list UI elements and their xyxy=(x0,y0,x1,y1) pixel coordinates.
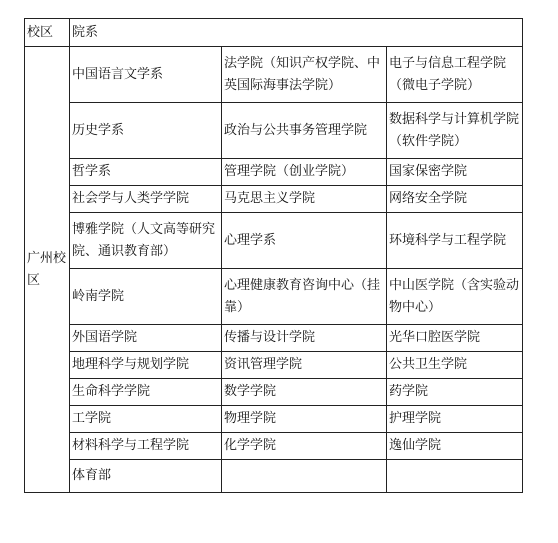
table-cell: 心理学系 xyxy=(222,213,387,269)
table-cell: 环境科学与工程学院 xyxy=(387,213,523,269)
table-cell: 历史学系 xyxy=(70,103,222,159)
table-cell: 数据科学与计算机学院（软件学院） xyxy=(387,103,523,159)
table-cell: 逸仙学院 xyxy=(387,433,523,460)
table-cell: 外国语学院 xyxy=(70,325,222,352)
table-cell: 物理学院 xyxy=(222,406,387,433)
table-cell: 材料科学与工程学院 xyxy=(70,433,222,460)
table-cell xyxy=(387,460,523,493)
table-row xyxy=(25,379,523,406)
table-cell: 中山医学院（含实验动物中心） xyxy=(387,269,523,325)
table-cell: 政治与公共事务管理学院 xyxy=(222,103,387,159)
table-cell: 法学院（知识产权学院、中英国际海事法学院） xyxy=(222,47,387,103)
table-cell: 光华口腔医学院 xyxy=(387,325,523,352)
table-cell: 数学学院 xyxy=(222,379,387,406)
table-row xyxy=(25,460,523,493)
table-cell: 管理学院（创业学院） xyxy=(222,159,387,186)
table-cell: 工学院 xyxy=(70,406,222,433)
table-row xyxy=(25,406,523,433)
campus-label: 广州校区 xyxy=(27,250,67,288)
table-row xyxy=(25,352,523,379)
table-cell: 体育部 xyxy=(70,460,222,493)
table-cell: 电子与信息工程学院（微电子学院） xyxy=(387,47,523,103)
table-cell: 公共卫生学院 xyxy=(387,352,523,379)
table-cell: 网络安全学院 xyxy=(387,186,523,213)
table-cell: 岭南学院 xyxy=(70,269,222,325)
table-row xyxy=(25,269,523,325)
header-department: 院系 xyxy=(70,19,523,47)
table-header-row xyxy=(25,19,523,47)
table-cell: 生命科学学院 xyxy=(70,379,222,406)
table-row xyxy=(25,47,523,103)
table-cell xyxy=(222,460,387,493)
table-cell: 马克思主义学院 xyxy=(222,186,387,213)
table-row xyxy=(25,186,523,213)
table-row xyxy=(25,103,523,159)
departments-table xyxy=(24,18,523,493)
header-campus: 校区 xyxy=(25,19,70,47)
table-cell: 化学学院 xyxy=(222,433,387,460)
table-cell: 国家保密学院 xyxy=(387,159,523,186)
table-cell: 传播与设计学院 xyxy=(222,325,387,352)
table-cell: 中国语言文学系 xyxy=(70,47,222,103)
table-cell: 哲学系 xyxy=(70,159,222,186)
table-cell: 心理健康教育咨询中心（挂靠） xyxy=(222,269,387,325)
table-row xyxy=(25,213,523,269)
table-cell: 地理科学与规划学院 xyxy=(70,352,222,379)
table-row xyxy=(25,159,523,186)
table-row xyxy=(25,433,523,460)
campus-cell xyxy=(25,47,70,493)
table-cell: 药学院 xyxy=(387,379,523,406)
table-cell: 社会学与人类学学院 xyxy=(70,186,222,213)
table-row xyxy=(25,325,523,352)
table-cell: 资讯管理学院 xyxy=(222,352,387,379)
table-cell: 博雅学院（人文高等研究院、通识教育部） xyxy=(70,213,222,269)
table-cell: 护理学院 xyxy=(387,406,523,433)
